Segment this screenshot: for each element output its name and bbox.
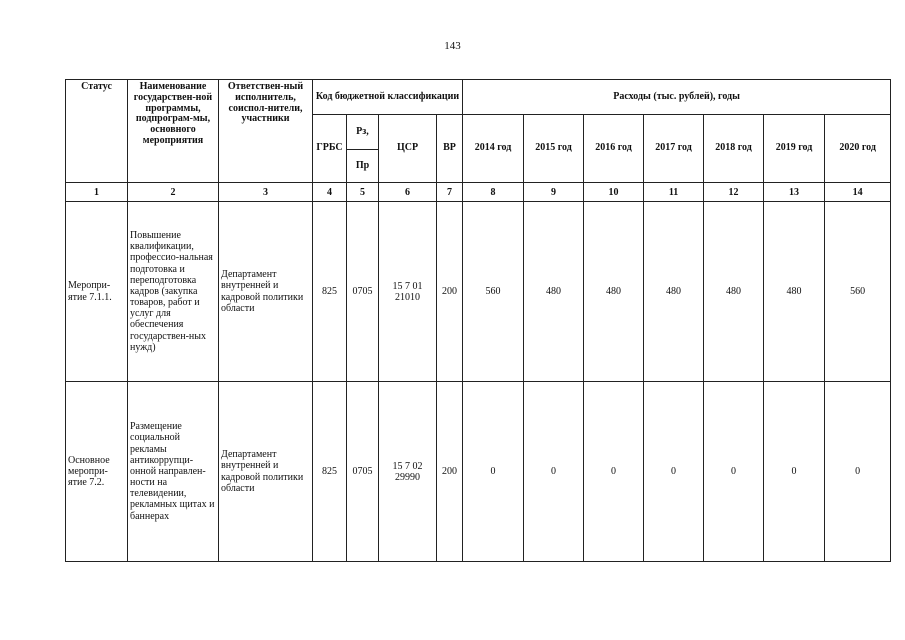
row-csr: 15 7 01 21010 bbox=[379, 202, 437, 382]
header-pr: Пр bbox=[347, 150, 379, 183]
header-budget-code: Код бюджетной классификации bbox=[313, 80, 463, 115]
row-value-2014: 560 bbox=[463, 202, 524, 382]
column-number: 7 bbox=[437, 183, 463, 202]
row-rzpr: 0705 bbox=[347, 382, 379, 562]
header-year-2018: 2018 год bbox=[704, 115, 764, 183]
header-name: Наименование государствен-ной программы, подпрограм-мы, основного мероприятия bbox=[128, 80, 219, 183]
row-value-2020: 0 bbox=[825, 382, 891, 562]
row-grbs: 825 bbox=[313, 382, 347, 562]
column-number-row bbox=[66, 183, 891, 202]
column-number: 9 bbox=[524, 183, 584, 202]
column-number: 8 bbox=[463, 183, 524, 202]
row-vr: 200 bbox=[437, 202, 463, 382]
row-value-2018: 480 bbox=[704, 202, 764, 382]
row-rzpr: 0705 bbox=[347, 202, 379, 382]
row-value-2015: 480 bbox=[524, 202, 584, 382]
row-value-2016: 0 bbox=[584, 382, 644, 562]
header-year-2017: 2017 год bbox=[644, 115, 704, 183]
header-expenses: Расходы (тыс. рублей), годы bbox=[463, 80, 891, 115]
row-executor: Департамент внутренней и кадровой политики области bbox=[219, 202, 313, 382]
column-number: 13 bbox=[764, 183, 825, 202]
column-number: 6 bbox=[379, 183, 437, 202]
header-status: Статус bbox=[66, 80, 128, 183]
column-number: 11 bbox=[644, 183, 704, 202]
header-executor: Ответствен-ный исполнитель, соиспол-нители, участники bbox=[219, 80, 313, 183]
row-csr: 15 7 02 29990 bbox=[379, 382, 437, 562]
header-year-2014: 2014 год bbox=[463, 115, 524, 183]
row-value-2018: 0 bbox=[704, 382, 764, 562]
header-rz: Рз, bbox=[347, 115, 379, 150]
row-value-2019: 480 bbox=[764, 202, 825, 382]
row-value-2014: 0 bbox=[463, 382, 524, 562]
page-number: 143 bbox=[444, 40, 461, 52]
row-status: Основное меропри-ятие 7.2. bbox=[66, 382, 128, 562]
column-number: 12 bbox=[704, 183, 764, 202]
column-number: 4 bbox=[313, 183, 347, 202]
header-year-2019: 2019 год bbox=[764, 115, 825, 183]
row-value-2016: 480 bbox=[584, 202, 644, 382]
row-value-2015: 0 bbox=[524, 382, 584, 562]
column-number: 3 bbox=[219, 183, 313, 202]
row-value-2017: 0 bbox=[644, 382, 704, 562]
column-number: 10 bbox=[584, 183, 644, 202]
column-number: 2 bbox=[128, 183, 219, 202]
header-year-2020: 2020 год bbox=[825, 115, 891, 183]
row-value-2020: 560 bbox=[825, 202, 891, 382]
row-executor: Департамент внутренней и кадровой политики области bbox=[219, 382, 313, 562]
row-name: Повышение квалификации, профессио-нальная подготовка и переподготовка кадров (закупка товаров, работ и услуг для обеспечения государствен-ных нужд) bbox=[128, 202, 219, 382]
row-status: Меропри-ятие 7.1.1. bbox=[66, 202, 128, 382]
column-number: 5 bbox=[347, 183, 379, 202]
row-vr: 200 bbox=[437, 382, 463, 562]
row-value-2019: 0 bbox=[764, 382, 825, 562]
row-value-2017: 480 bbox=[644, 202, 704, 382]
row-grbs: 825 bbox=[313, 202, 347, 382]
header-row-1 bbox=[66, 80, 891, 115]
table-row bbox=[66, 382, 891, 562]
header-vr: ВР bbox=[437, 115, 463, 183]
column-number: 1 bbox=[66, 183, 128, 202]
header-grbs: ГРБС bbox=[313, 115, 347, 183]
column-number: 14 bbox=[825, 183, 891, 202]
table-row bbox=[66, 202, 891, 382]
header-year-2016: 2016 год bbox=[584, 115, 644, 183]
header-year-2015: 2015 год bbox=[524, 115, 584, 183]
budget-table bbox=[65, 79, 891, 562]
row-name: Размещение социальной рекламы антикоррупци-онной направлен-ности на телевидении, рекламных щитах и баннерах bbox=[128, 382, 219, 562]
header-csr: ЦСР bbox=[379, 115, 437, 183]
